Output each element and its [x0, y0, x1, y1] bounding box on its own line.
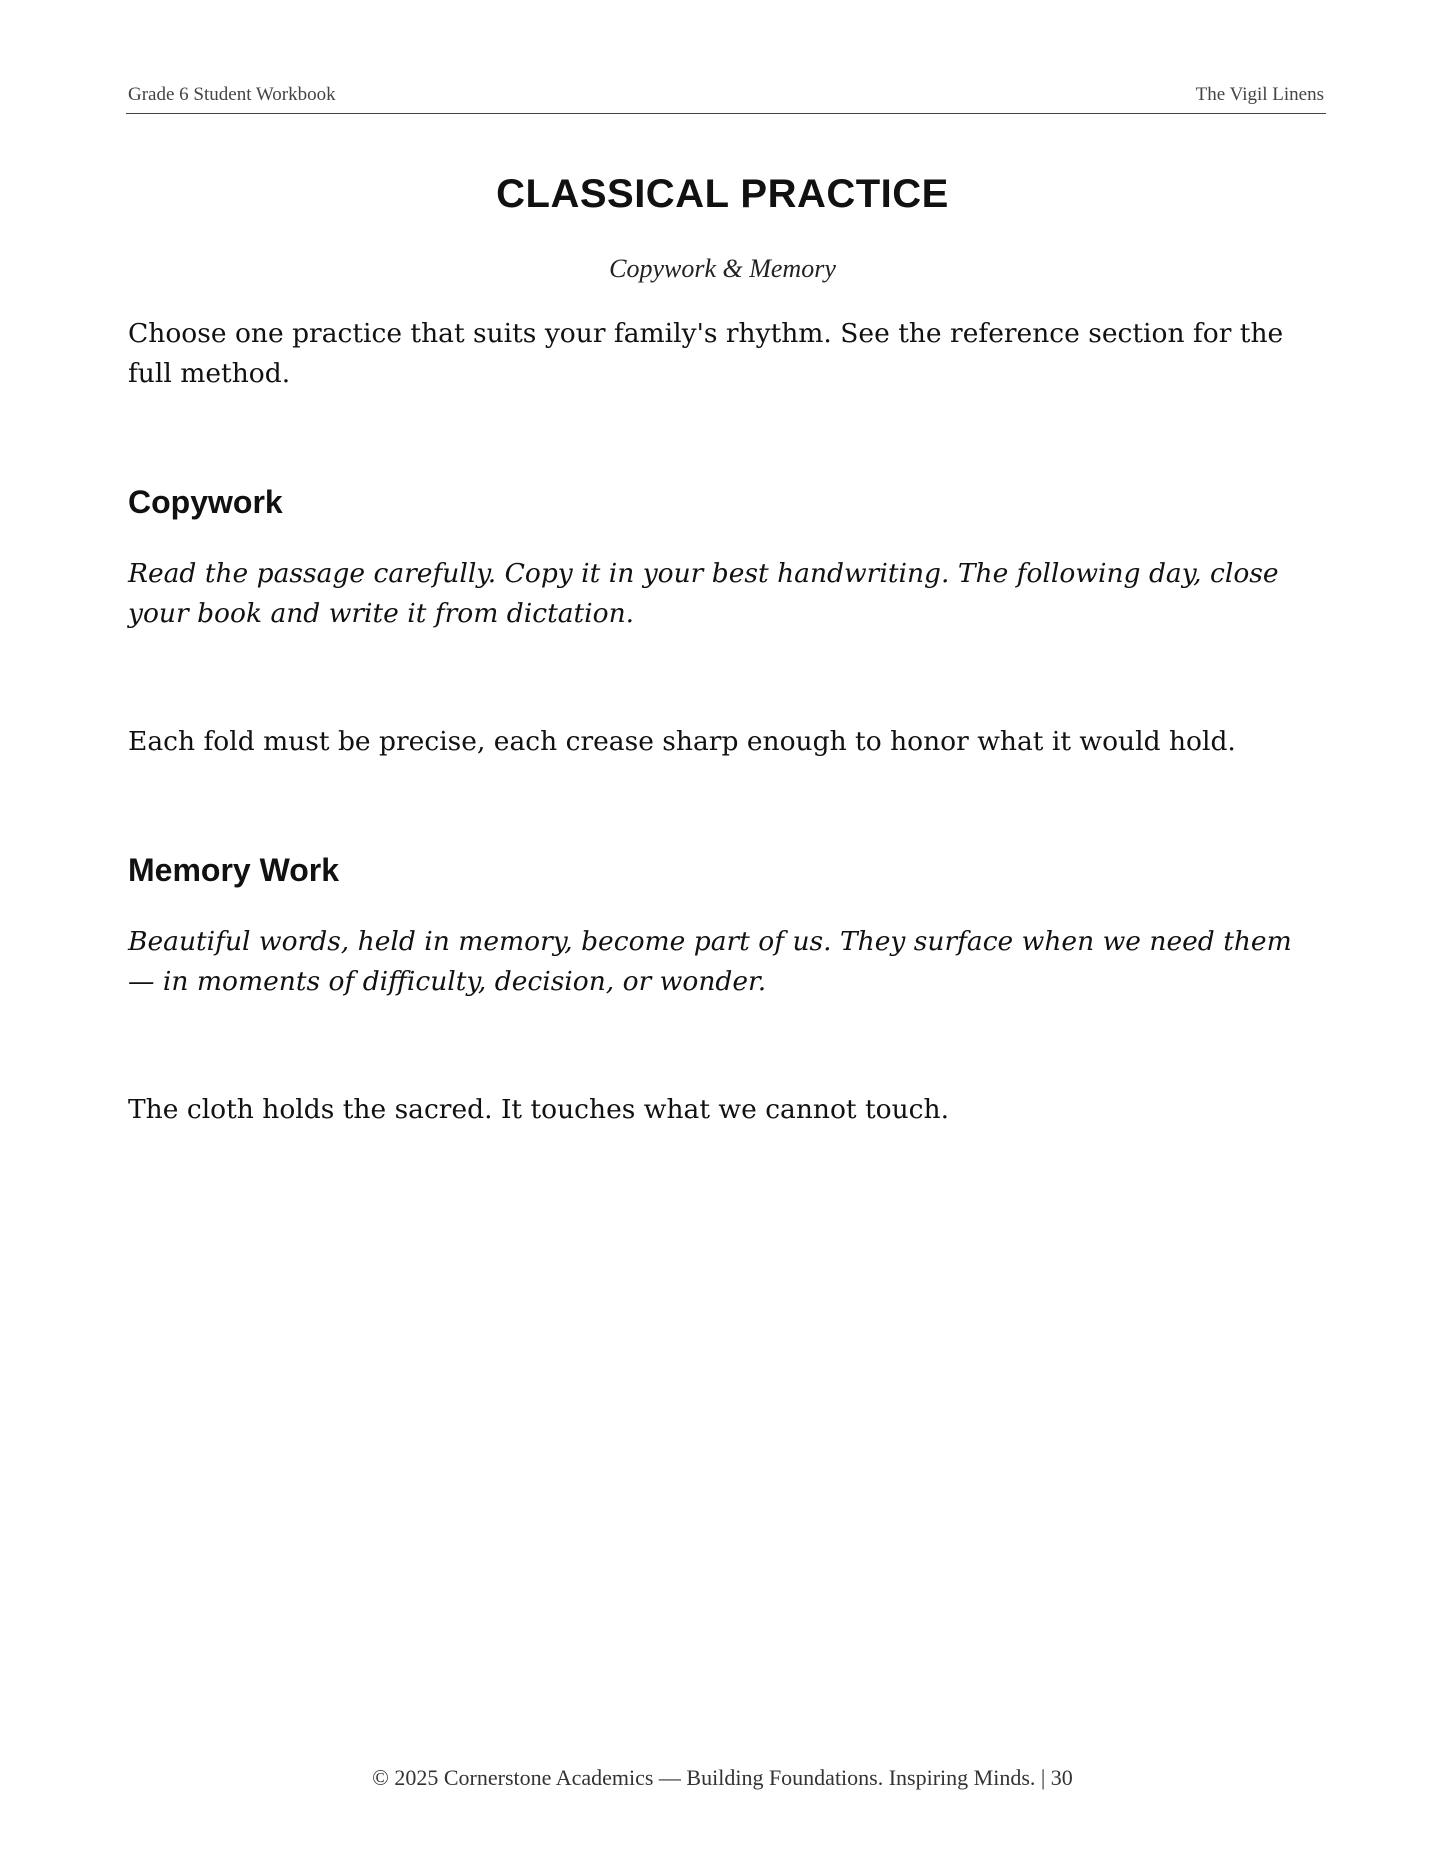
page-title: CLASSICAL PRACTICE — [496, 172, 949, 216]
page-footer: © 2025 Cornerstone Academics — Building Foundations. Inspiring Minds. | 30 — [372, 1765, 1073, 1790]
copywork-passage: Each fold must be precise, each crease sharp enough to honor what it would hold. — [128, 726, 1236, 757]
running-header — [126, 84, 1326, 114]
intro-paragraph: Choose one practice that suits your family's rhythm. See the reference section for the full method. — [128, 318, 1284, 389]
memory-work-instructions: Beautiful words, held in memory, become part of us. They surface when we need them — in moments of difficulty, decision, or wonder. — [128, 926, 1292, 997]
copywork-heading: Copywork — [128, 484, 283, 520]
memory-work-heading: Memory Work — [128, 852, 340, 888]
memory-work-passage: The cloth holds the sacred. It touches what we cannot touch. — [128, 1094, 950, 1125]
header-unit-title: The Vigil Linens — [1195, 84, 1324, 105]
copywork-instructions: Read the passage carefully. Copy it in your best handwriting. The following day, close your book and write it from dictation. — [128, 558, 1279, 629]
header-workbook-title: Grade 6 Student Workbook — [128, 84, 336, 105]
page-subtitle: Copywork & Memory — [609, 254, 836, 283]
